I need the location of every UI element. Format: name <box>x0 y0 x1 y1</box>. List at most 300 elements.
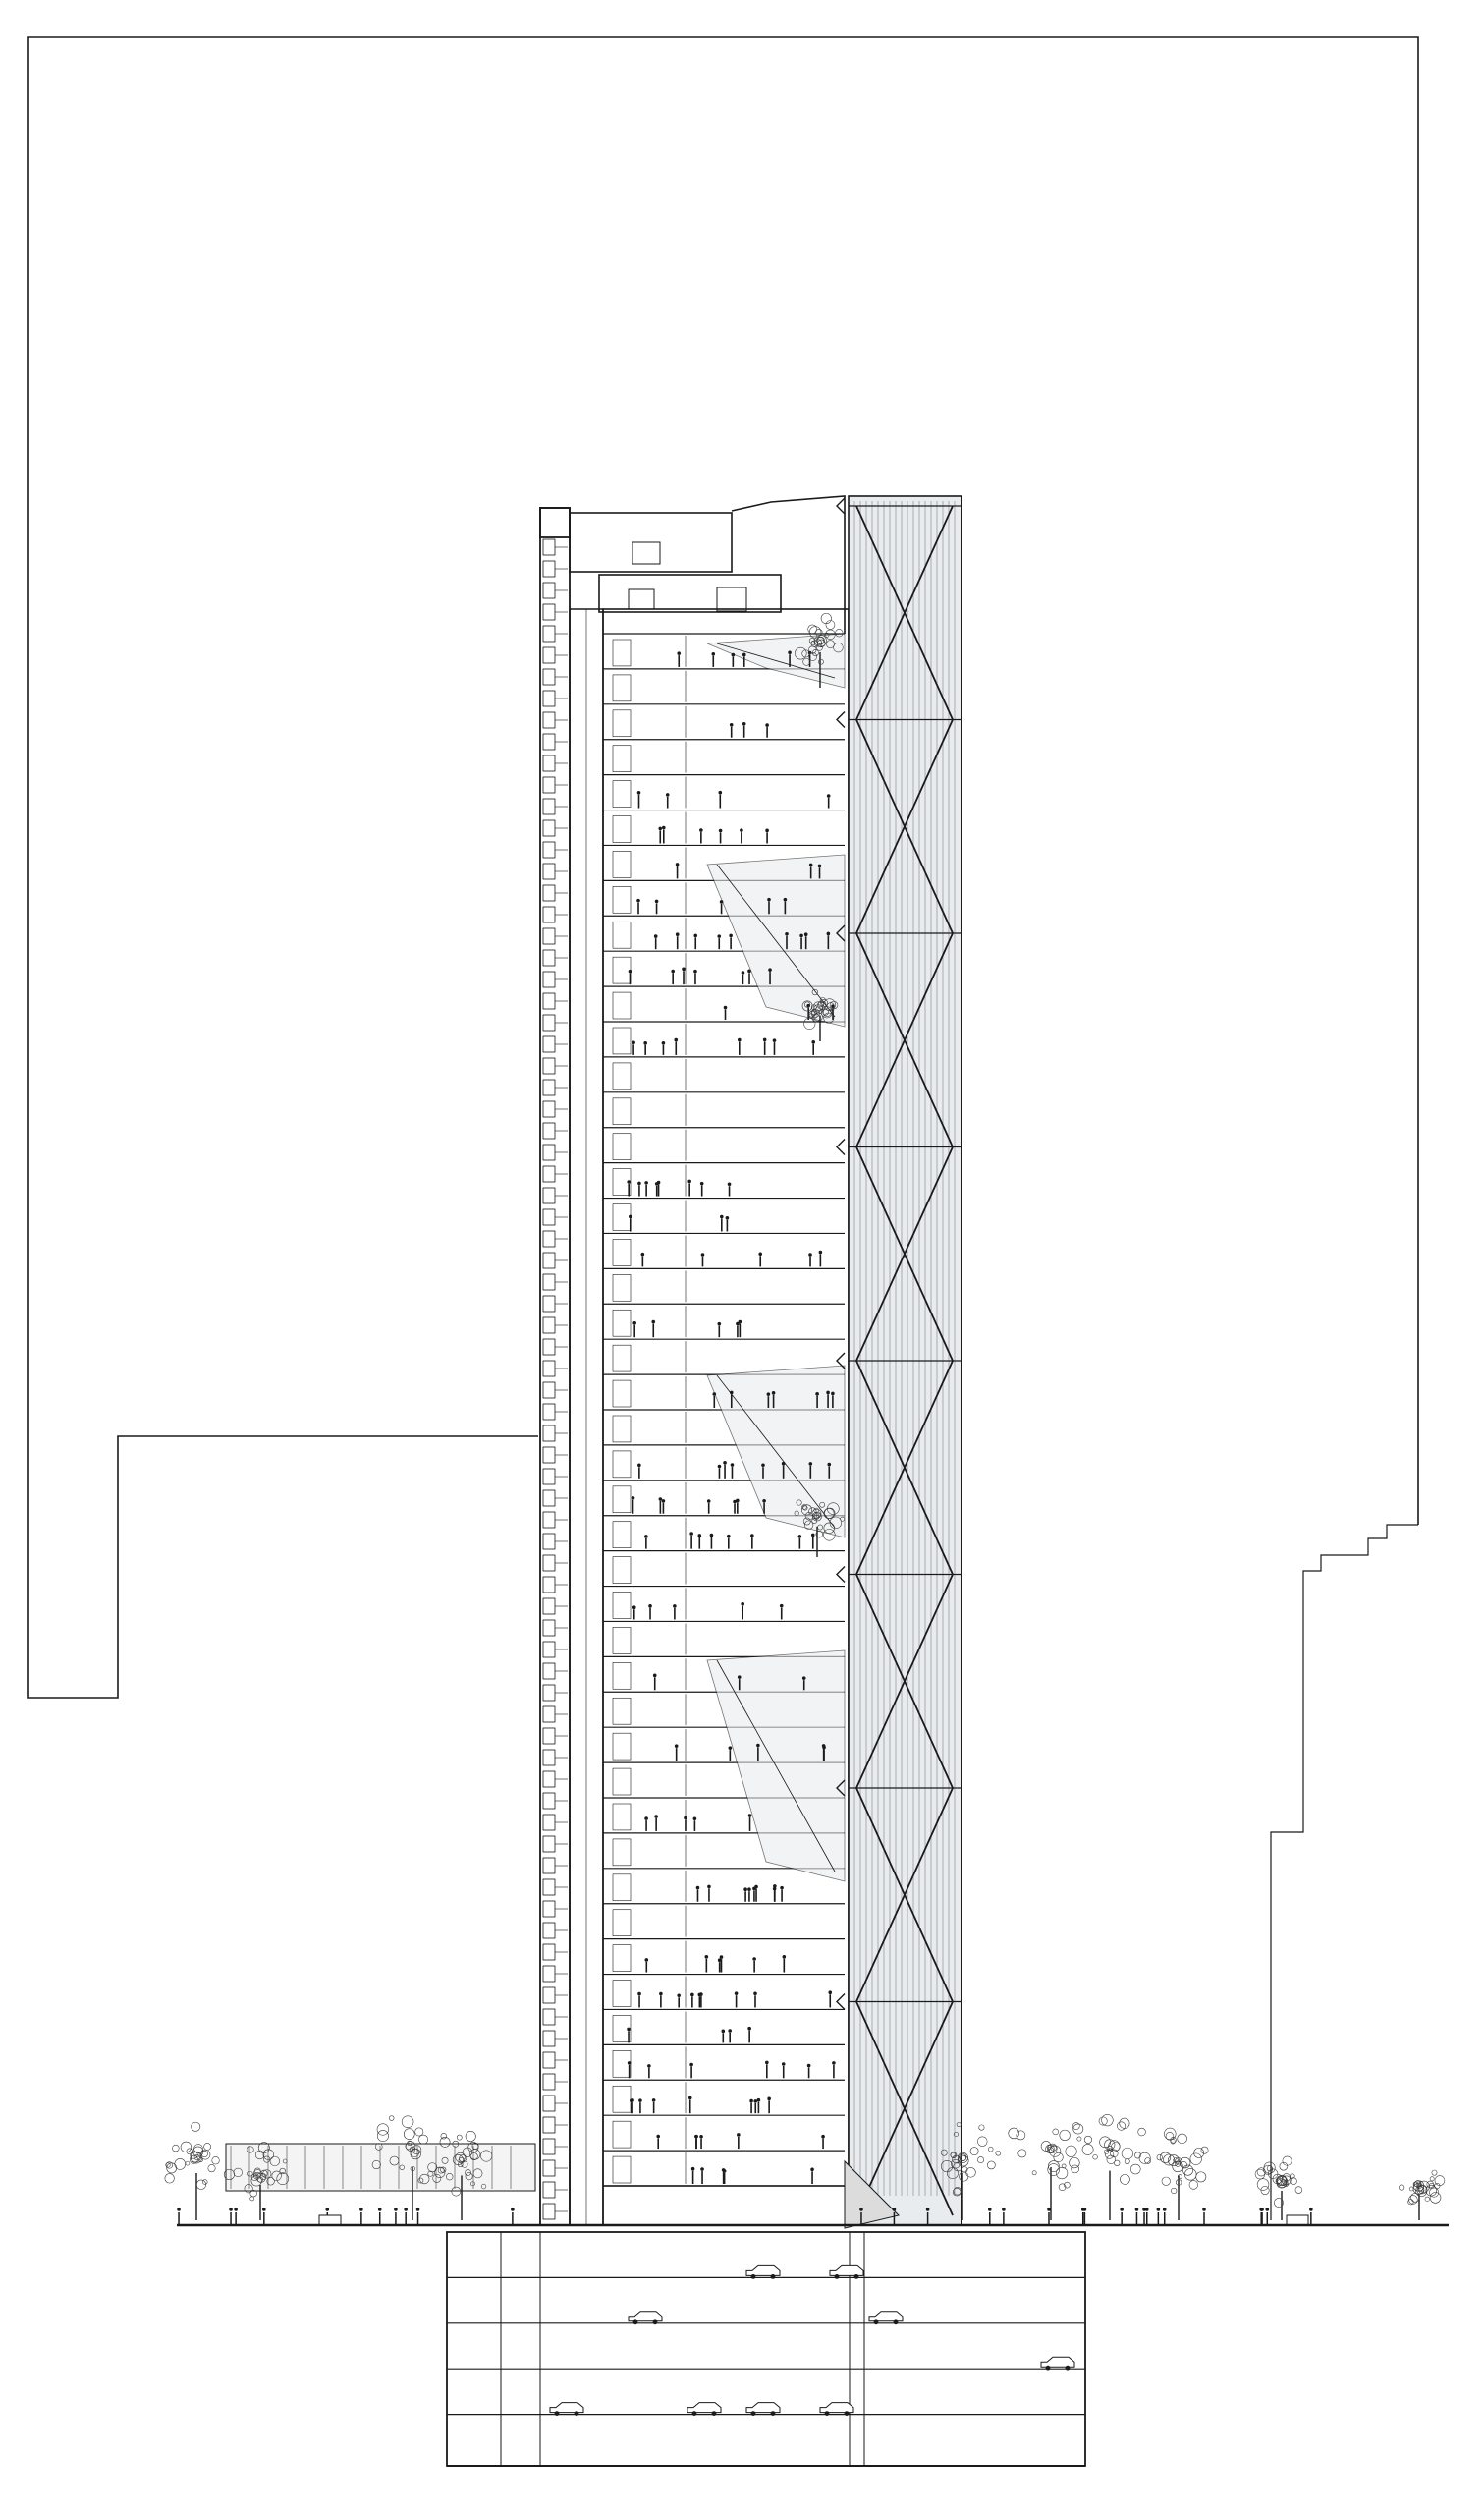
person-head <box>707 1499 711 1503</box>
person-head <box>758 1252 762 1256</box>
person-head <box>730 1391 734 1395</box>
car-wheel <box>894 2319 899 2324</box>
person-head <box>654 1815 658 1818</box>
street-tree-canopy <box>1157 2154 1163 2160</box>
person-head <box>756 1744 760 1748</box>
balcony-unit <box>543 1728 555 1744</box>
balcony-unit <box>543 885 555 901</box>
street-tree-canopy <box>1410 2193 1419 2202</box>
lift-door <box>613 886 631 913</box>
street-tree-canopy <box>1201 2147 1208 2153</box>
person-head <box>644 1535 648 1538</box>
person-head <box>752 1887 756 1891</box>
person-head <box>699 1992 703 1996</box>
person-head <box>638 2098 642 2102</box>
street-person-head <box>378 2208 382 2211</box>
balcony-unit <box>543 1361 555 1376</box>
lift-door <box>613 640 631 666</box>
person-head <box>730 723 734 727</box>
balcony-unit <box>543 2182 555 2198</box>
person-head <box>693 970 697 974</box>
balcony-unit <box>543 1382 555 1398</box>
person-head <box>784 898 788 902</box>
street-tree-canopy <box>988 2147 993 2152</box>
person-head <box>735 1991 739 1995</box>
person-head <box>785 932 789 936</box>
street-tree-canopy <box>1196 2172 1206 2182</box>
parked-car <box>869 2312 903 2321</box>
person-head <box>822 1744 826 1748</box>
tower-section <box>540 496 849 2225</box>
person-head <box>688 2096 692 2100</box>
balcony-unit <box>543 972 555 987</box>
person-head <box>765 829 769 833</box>
brace-node <box>837 1140 845 1155</box>
person-head <box>723 1461 727 1465</box>
roof-plant-lower <box>599 575 781 612</box>
street-person-head <box>1135 2208 1139 2211</box>
balcony-unit <box>543 561 555 577</box>
person-head <box>731 1463 735 1467</box>
person-head <box>673 1604 677 1608</box>
balcony-unit <box>543 1015 555 1031</box>
balcony-unit <box>543 1404 555 1420</box>
lift-door <box>613 851 631 877</box>
street-tree-canopy <box>1122 2148 1133 2159</box>
brace-node <box>837 1567 845 1583</box>
car-wheel <box>712 2411 717 2416</box>
balcony-unit <box>543 1253 555 1268</box>
balcony-unit <box>543 1706 555 1722</box>
street-tree-canopy <box>377 2130 388 2141</box>
street-person-head <box>404 2208 408 2211</box>
balcony-unit <box>543 691 555 706</box>
person-head <box>768 968 772 972</box>
person-head <box>821 2135 825 2139</box>
street-person-head <box>859 2208 863 2211</box>
person-head <box>696 1886 700 1890</box>
street-tree-canopy <box>1084 2136 1091 2143</box>
person-head <box>747 1887 751 1891</box>
balcony-unit <box>543 1317 555 1333</box>
person-head <box>700 1182 704 1186</box>
street-person-head <box>262 2208 266 2211</box>
lift-door <box>613 1134 631 1160</box>
street-person-head <box>511 2208 515 2211</box>
person-head <box>656 2135 660 2139</box>
balcony-unit <box>543 777 555 793</box>
balcony-unit <box>543 907 555 922</box>
person-head <box>632 1321 636 1325</box>
person-head <box>637 791 641 795</box>
person-head <box>827 932 831 936</box>
person-head <box>773 1038 777 1042</box>
person-head <box>767 898 771 902</box>
person-head <box>699 2135 703 2139</box>
balcony-unit <box>543 2117 555 2133</box>
street-tree-canopy <box>1425 2197 1429 2201</box>
roof-edge <box>732 496 845 634</box>
lift-door <box>613 1768 631 1795</box>
person-head <box>749 2099 753 2103</box>
person-head <box>752 1957 756 1961</box>
person-head <box>676 932 680 936</box>
person-head <box>742 971 745 975</box>
street-tree-canopy <box>1120 2174 1129 2184</box>
balcony-unit <box>543 1101 555 1117</box>
street-person-head <box>1083 2208 1087 2211</box>
person-head <box>748 1814 752 1817</box>
street-tree-canopy <box>1060 2130 1071 2141</box>
person-head <box>741 1602 744 1606</box>
balcony-unit <box>543 864 555 879</box>
person-head <box>653 1674 657 1678</box>
balcony-unit <box>543 2096 555 2111</box>
person-head <box>742 653 746 657</box>
car-wheel <box>692 2411 697 2416</box>
street-person-head <box>1309 2208 1313 2211</box>
person-head <box>729 934 733 938</box>
lift-door <box>613 1310 631 1336</box>
person-head <box>782 2062 786 2066</box>
person-head <box>815 1392 819 1396</box>
car-wheel <box>771 2411 776 2416</box>
lift-door <box>613 1910 631 1936</box>
balcony-unit <box>543 2204 555 2219</box>
street-tree-canopy <box>1171 2188 1177 2194</box>
person-head <box>765 723 769 727</box>
street-person-head <box>359 2208 363 2211</box>
street-person-head <box>1260 2208 1264 2211</box>
car-wheel <box>854 2274 859 2279</box>
person-head <box>632 1496 635 1500</box>
person-head <box>718 1958 722 1962</box>
balcony-unit <box>543 1339 555 1355</box>
car-wheel <box>653 2319 658 2324</box>
person-head <box>662 1499 666 1503</box>
person-head <box>750 1534 754 1537</box>
person-head <box>757 2098 761 2102</box>
balcony-unit <box>543 993 555 1009</box>
balcony-unit <box>543 2160 555 2176</box>
person-head <box>737 2133 741 2137</box>
person-head <box>738 1675 742 1679</box>
person-head <box>707 1885 711 1889</box>
balcony-unit <box>543 1598 555 1614</box>
balcony-unit <box>543 734 555 750</box>
street-tree-canopy <box>1430 2177 1434 2181</box>
person-head <box>711 652 715 656</box>
street-person-head <box>177 2208 181 2211</box>
balcony-unit <box>543 1447 555 1463</box>
person-head <box>712 1392 716 1396</box>
person-head <box>767 1392 771 1396</box>
balcony-unit <box>543 1058 555 1074</box>
person-head <box>644 1816 648 1820</box>
balcony-unit <box>543 1685 555 1701</box>
lift-door <box>613 816 631 843</box>
person-head <box>699 828 703 832</box>
lift-door <box>613 1028 631 1054</box>
person-head <box>765 2061 769 2065</box>
balcony-unit <box>543 1555 555 1571</box>
person-head <box>753 1991 757 1995</box>
street-person-head <box>926 2208 930 2211</box>
street-tree-canopy <box>208 2164 215 2171</box>
person-head <box>676 863 680 866</box>
brace-node <box>837 712 845 728</box>
lift-door <box>613 1380 631 1407</box>
car-wheel <box>555 2411 560 2416</box>
person-head <box>828 1990 832 1994</box>
person-head <box>798 1535 802 1538</box>
person-head <box>687 1180 691 1184</box>
person-head <box>718 1322 722 1326</box>
street-tree-canopy <box>402 2116 413 2128</box>
street-tree-canopy <box>1066 2146 1076 2156</box>
person-head <box>826 1391 830 1395</box>
person-head <box>693 934 697 938</box>
person-head <box>654 934 658 938</box>
person-head <box>753 2099 757 2103</box>
lift-door <box>613 1486 631 1513</box>
balcony-unit <box>543 2009 555 2025</box>
lift-door <box>613 1874 631 1901</box>
person-head <box>682 967 686 971</box>
sky-garden-tree <box>804 1018 815 1029</box>
car-wheel <box>845 2411 850 2416</box>
person-head <box>732 653 736 657</box>
lift-door <box>613 1239 631 1265</box>
context-outlines <box>28 37 1418 2220</box>
balcony-unit <box>543 647 555 663</box>
street-person-head <box>1002 2208 1006 2211</box>
person-head <box>721 2030 725 2034</box>
street-car <box>319 2215 341 2225</box>
lift-door <box>613 675 631 701</box>
car-wheel <box>874 2319 879 2324</box>
car-wheel <box>751 2274 756 2279</box>
lift-door <box>613 710 631 737</box>
person-head <box>720 900 724 904</box>
roof-equipment <box>629 589 654 609</box>
person-head <box>761 1463 765 1467</box>
person-head <box>644 1958 648 1962</box>
person-head <box>627 2028 631 2032</box>
car-wheel <box>751 2411 756 2416</box>
person-head <box>717 934 721 938</box>
person-head <box>651 1320 655 1324</box>
balcony-unit <box>543 2052 555 2068</box>
balcony-unit <box>543 1209 555 1225</box>
balcony-unit <box>543 712 555 728</box>
person-head <box>697 1534 701 1537</box>
street-tree-canopy <box>389 2116 394 2121</box>
person-head <box>684 1816 687 1820</box>
person-head <box>666 793 670 797</box>
person-head <box>690 1993 694 1997</box>
balcony-unit <box>543 1188 555 1203</box>
lift-door <box>613 1451 631 1478</box>
lift-door <box>613 1733 631 1760</box>
street-tree-canopy <box>466 2131 475 2141</box>
street-person-head <box>988 2208 992 2211</box>
person-head <box>762 1499 766 1503</box>
person-head <box>658 827 662 831</box>
lift-door <box>613 1698 631 1724</box>
street-tree-canopy <box>1182 2165 1192 2175</box>
street-tree-canopy <box>415 2128 423 2136</box>
street-tree-canopy <box>1162 2177 1170 2185</box>
person-head <box>718 1465 722 1469</box>
balcony-unit <box>543 1987 555 2003</box>
street-tree-canopy <box>1093 2154 1098 2159</box>
person-head <box>632 1605 636 1609</box>
parked-car <box>820 2403 853 2413</box>
street-tree-canopy <box>1189 2181 1198 2190</box>
balcony-unit <box>543 2031 555 2046</box>
person-head <box>799 934 803 938</box>
balcony-unit <box>543 583 555 598</box>
lift-door <box>613 746 631 772</box>
lift-door <box>613 992 631 1019</box>
lift-door <box>613 2086 631 2112</box>
basement-parking <box>447 2232 1085 2466</box>
person-head <box>811 1040 815 1044</box>
person-head <box>728 1182 732 1186</box>
street-tree-canopy <box>1427 2181 1434 2188</box>
person-head <box>659 1497 663 1501</box>
balcony-unit <box>543 1231 555 1247</box>
street-tree-canopy <box>457 2135 462 2140</box>
street-person-head <box>1265 2208 1269 2211</box>
street-tree-canopy <box>250 2197 254 2201</box>
balcony-unit <box>543 1901 555 1917</box>
person-head <box>647 2064 651 2068</box>
street-tree-canopy <box>192 2122 200 2131</box>
roof-equipment <box>717 587 746 611</box>
car-wheel <box>1066 2366 1071 2371</box>
person-head <box>691 2167 695 2171</box>
person-head <box>723 2169 727 2173</box>
lift-door <box>613 1098 631 1125</box>
balcony-unit <box>543 1663 555 1679</box>
street-tree-canopy <box>1283 2156 1292 2165</box>
neighbor-right-outline <box>1271 1525 1418 2220</box>
facade-x-bracing <box>837 496 962 2228</box>
street-person-head <box>416 2208 420 2211</box>
brace-node <box>837 498 845 514</box>
street-tree-canopy <box>1077 2137 1081 2141</box>
person-head <box>819 1251 823 1255</box>
person-head <box>832 2061 836 2065</box>
street-tree-canopy <box>1117 2122 1125 2130</box>
balcony-unit <box>543 1274 555 1290</box>
street-car <box>1287 2215 1308 2225</box>
person-head <box>701 1253 705 1257</box>
street-tree-canopy <box>1138 2128 1146 2136</box>
person-head <box>726 1216 730 1220</box>
street-tree-canopy <box>979 2125 984 2130</box>
person-head <box>674 1038 678 1042</box>
street-tree-canopy <box>1054 2152 1064 2162</box>
street-tree-canopy <box>1166 2132 1174 2140</box>
person-head <box>810 2168 814 2172</box>
person-head <box>630 2098 633 2102</box>
street-tree-canopy <box>172 2145 179 2152</box>
person-head <box>675 1744 679 1748</box>
street-person-head <box>229 2208 233 2211</box>
person-head <box>809 1462 813 1466</box>
person-head <box>705 1955 709 1959</box>
person-head <box>632 1040 635 1044</box>
street-tree-canopy <box>175 2158 186 2169</box>
person-head <box>677 651 681 655</box>
balcony-unit <box>543 928 555 944</box>
person-head <box>738 1038 742 1042</box>
street-tree-canopy <box>186 2161 190 2165</box>
person-head <box>628 2061 632 2065</box>
lift-door <box>613 1662 631 1689</box>
street-tree-canopy <box>1125 2159 1129 2164</box>
street-tree-canopy <box>1130 2164 1140 2174</box>
balcony-unit <box>543 1512 555 1528</box>
street-tree-canopy <box>1291 2178 1297 2185</box>
person-head <box>733 1500 737 1504</box>
balcony-unit <box>543 1296 555 1312</box>
person-head <box>773 1884 777 1888</box>
balcony-unit <box>543 1080 555 1095</box>
person-head <box>811 1534 815 1537</box>
street-person-head <box>1157 2208 1161 2211</box>
street-tree-canopy <box>987 2161 995 2169</box>
balcony-unit <box>543 1425 555 1441</box>
balcony-unit <box>543 1642 555 1657</box>
street-person-head <box>1047 2208 1051 2211</box>
person-head <box>743 1887 747 1891</box>
person-head <box>818 865 822 868</box>
lift-door <box>613 781 631 808</box>
lift-door <box>613 1345 631 1371</box>
lift-door <box>613 1981 631 2007</box>
person-head <box>808 1253 812 1257</box>
lift-door <box>613 1204 631 1231</box>
balcony-unit <box>543 1145 555 1160</box>
street-tree-canopy <box>1053 2129 1059 2135</box>
parked-car <box>1041 2357 1074 2367</box>
balcony-unit <box>543 1123 555 1139</box>
person-head <box>747 970 751 974</box>
person-head <box>718 791 722 795</box>
street-tree-canopy <box>1257 2179 1269 2191</box>
street-tree-canopy <box>181 2142 192 2152</box>
balcony-unit <box>543 1836 555 1852</box>
balcony-unit <box>543 799 555 814</box>
person-head <box>831 1392 835 1396</box>
person-head <box>780 1886 784 1890</box>
lift-door <box>613 1063 631 1090</box>
person-head <box>807 2064 811 2068</box>
person-head <box>720 1955 724 1959</box>
lift-door <box>613 2121 631 2148</box>
person-head <box>767 2097 771 2101</box>
street-tree-canopy <box>1435 2176 1445 2186</box>
street-tree-canopy <box>1041 2141 1051 2151</box>
person-head <box>742 722 746 726</box>
person-head <box>637 1182 641 1186</box>
street-tree-canopy <box>977 2137 987 2147</box>
street-person-head <box>1145 2208 1149 2211</box>
